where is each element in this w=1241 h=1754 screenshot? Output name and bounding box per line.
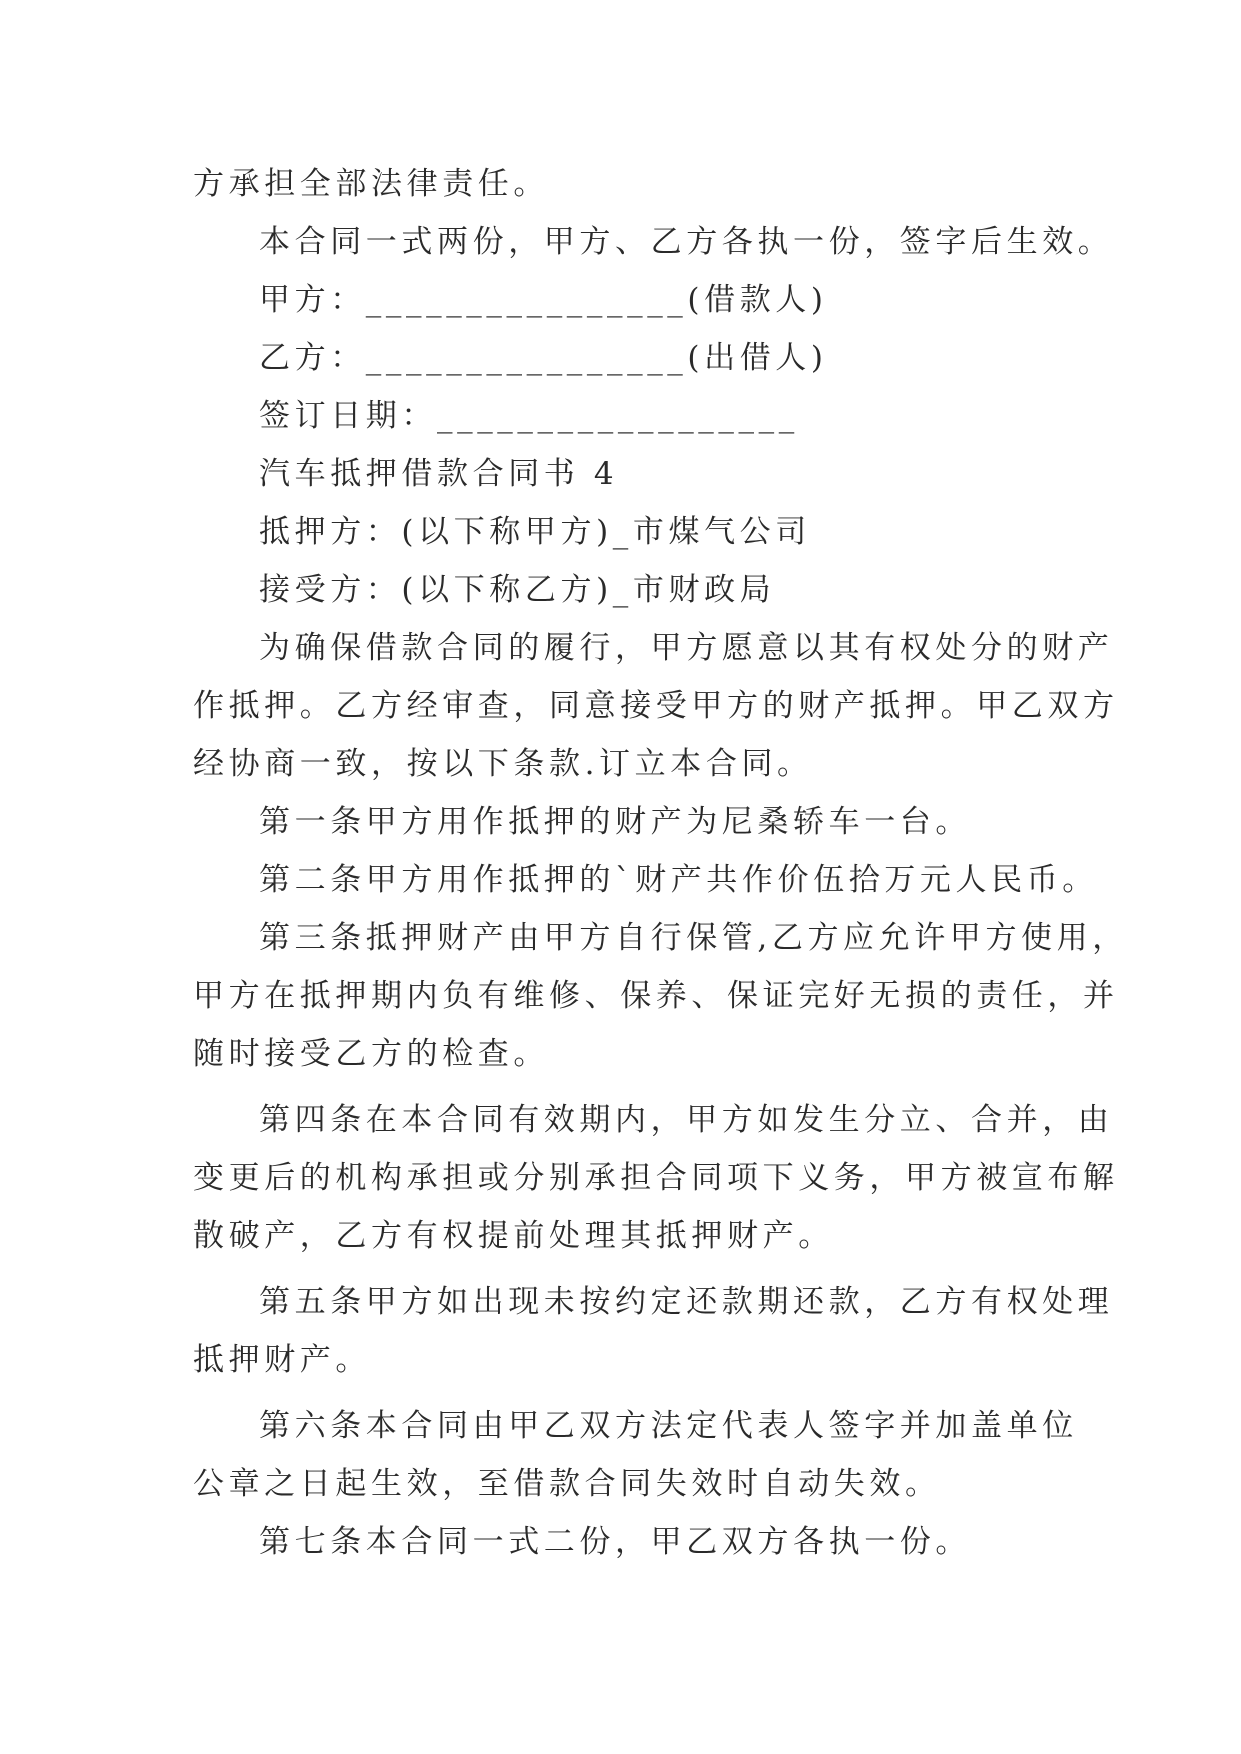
text-line: 散破产，乙方有权提前处理其抵押财产。 — [193, 1218, 834, 1254]
text-line: 随时接受乙方的检查。 — [193, 1036, 549, 1072]
text-line: 公章之日起生效，至借款合同失效时自动失效。 — [193, 1466, 941, 1502]
text-line: 第二条甲方用作抵押的`财产共作价伍拾万元人民币。 — [259, 862, 1098, 898]
text-line: 变更后的机构承担或分别承担合同项下义务，甲方被宣布解 — [193, 1160, 1119, 1196]
text-line: 乙方：________________(出借人) — [259, 340, 828, 376]
document-body — [193, 155, 1128, 1571]
text-line: 第六条本合同由甲乙双方法定代表人签字并加盖单位 — [259, 1408, 1078, 1444]
text-line: 抵押方：(以下称甲方)_市煤气公司 — [259, 514, 811, 550]
text-line: 本合同一式两份，甲方、乙方各执一份，签字后生效。 — [259, 224, 1114, 260]
text-line: 第四条在本合同有效期内，甲方如发生分立、合并，由 — [259, 1102, 1114, 1138]
text-line: 甲方在抵押期内负有维修、保养、保证完好无损的责任，并 — [193, 978, 1119, 1014]
paragraph-gap — [193, 1083, 1073, 1091]
text-line: 第五条甲方如出现未按约定还款期还款，乙方有权处理 — [259, 1284, 1114, 1320]
text-line: 经协商一致，按以下条款.订立本合同。 — [193, 746, 813, 782]
text-line: 抵押财产。 — [193, 1342, 371, 1378]
text-line: 签订日期：__________________ — [259, 398, 799, 434]
text-line: 甲方：________________(借款人) — [259, 282, 828, 318]
paragraph-gap — [193, 1389, 1073, 1397]
text-line: 接受方：(以下称乙方)_市财政局 — [259, 572, 776, 608]
text-line: 方承担全部法律责任。 — [193, 166, 549, 202]
text-line: 第一条甲方用作抵押的财产为尼桑轿车一台。 — [259, 804, 971, 840]
text-line: 为确保借款合同的履行，甲方愿意以其有权处分的财产 — [259, 630, 1114, 666]
paragraph-gap — [193, 1265, 1073, 1273]
text-line: 作抵押。乙方经审查，同意接受甲方的财产抵押。甲乙双方 — [193, 688, 1119, 724]
text-line: 第三条抵押财产由甲方自行保管,乙方应允许甲方使用， — [259, 920, 1128, 956]
text-line: 汽车抵押借款合同书 4 — [259, 456, 619, 492]
text-line: 第七条本合同一式二份，甲乙双方各执一份。 — [259, 1524, 971, 1560]
